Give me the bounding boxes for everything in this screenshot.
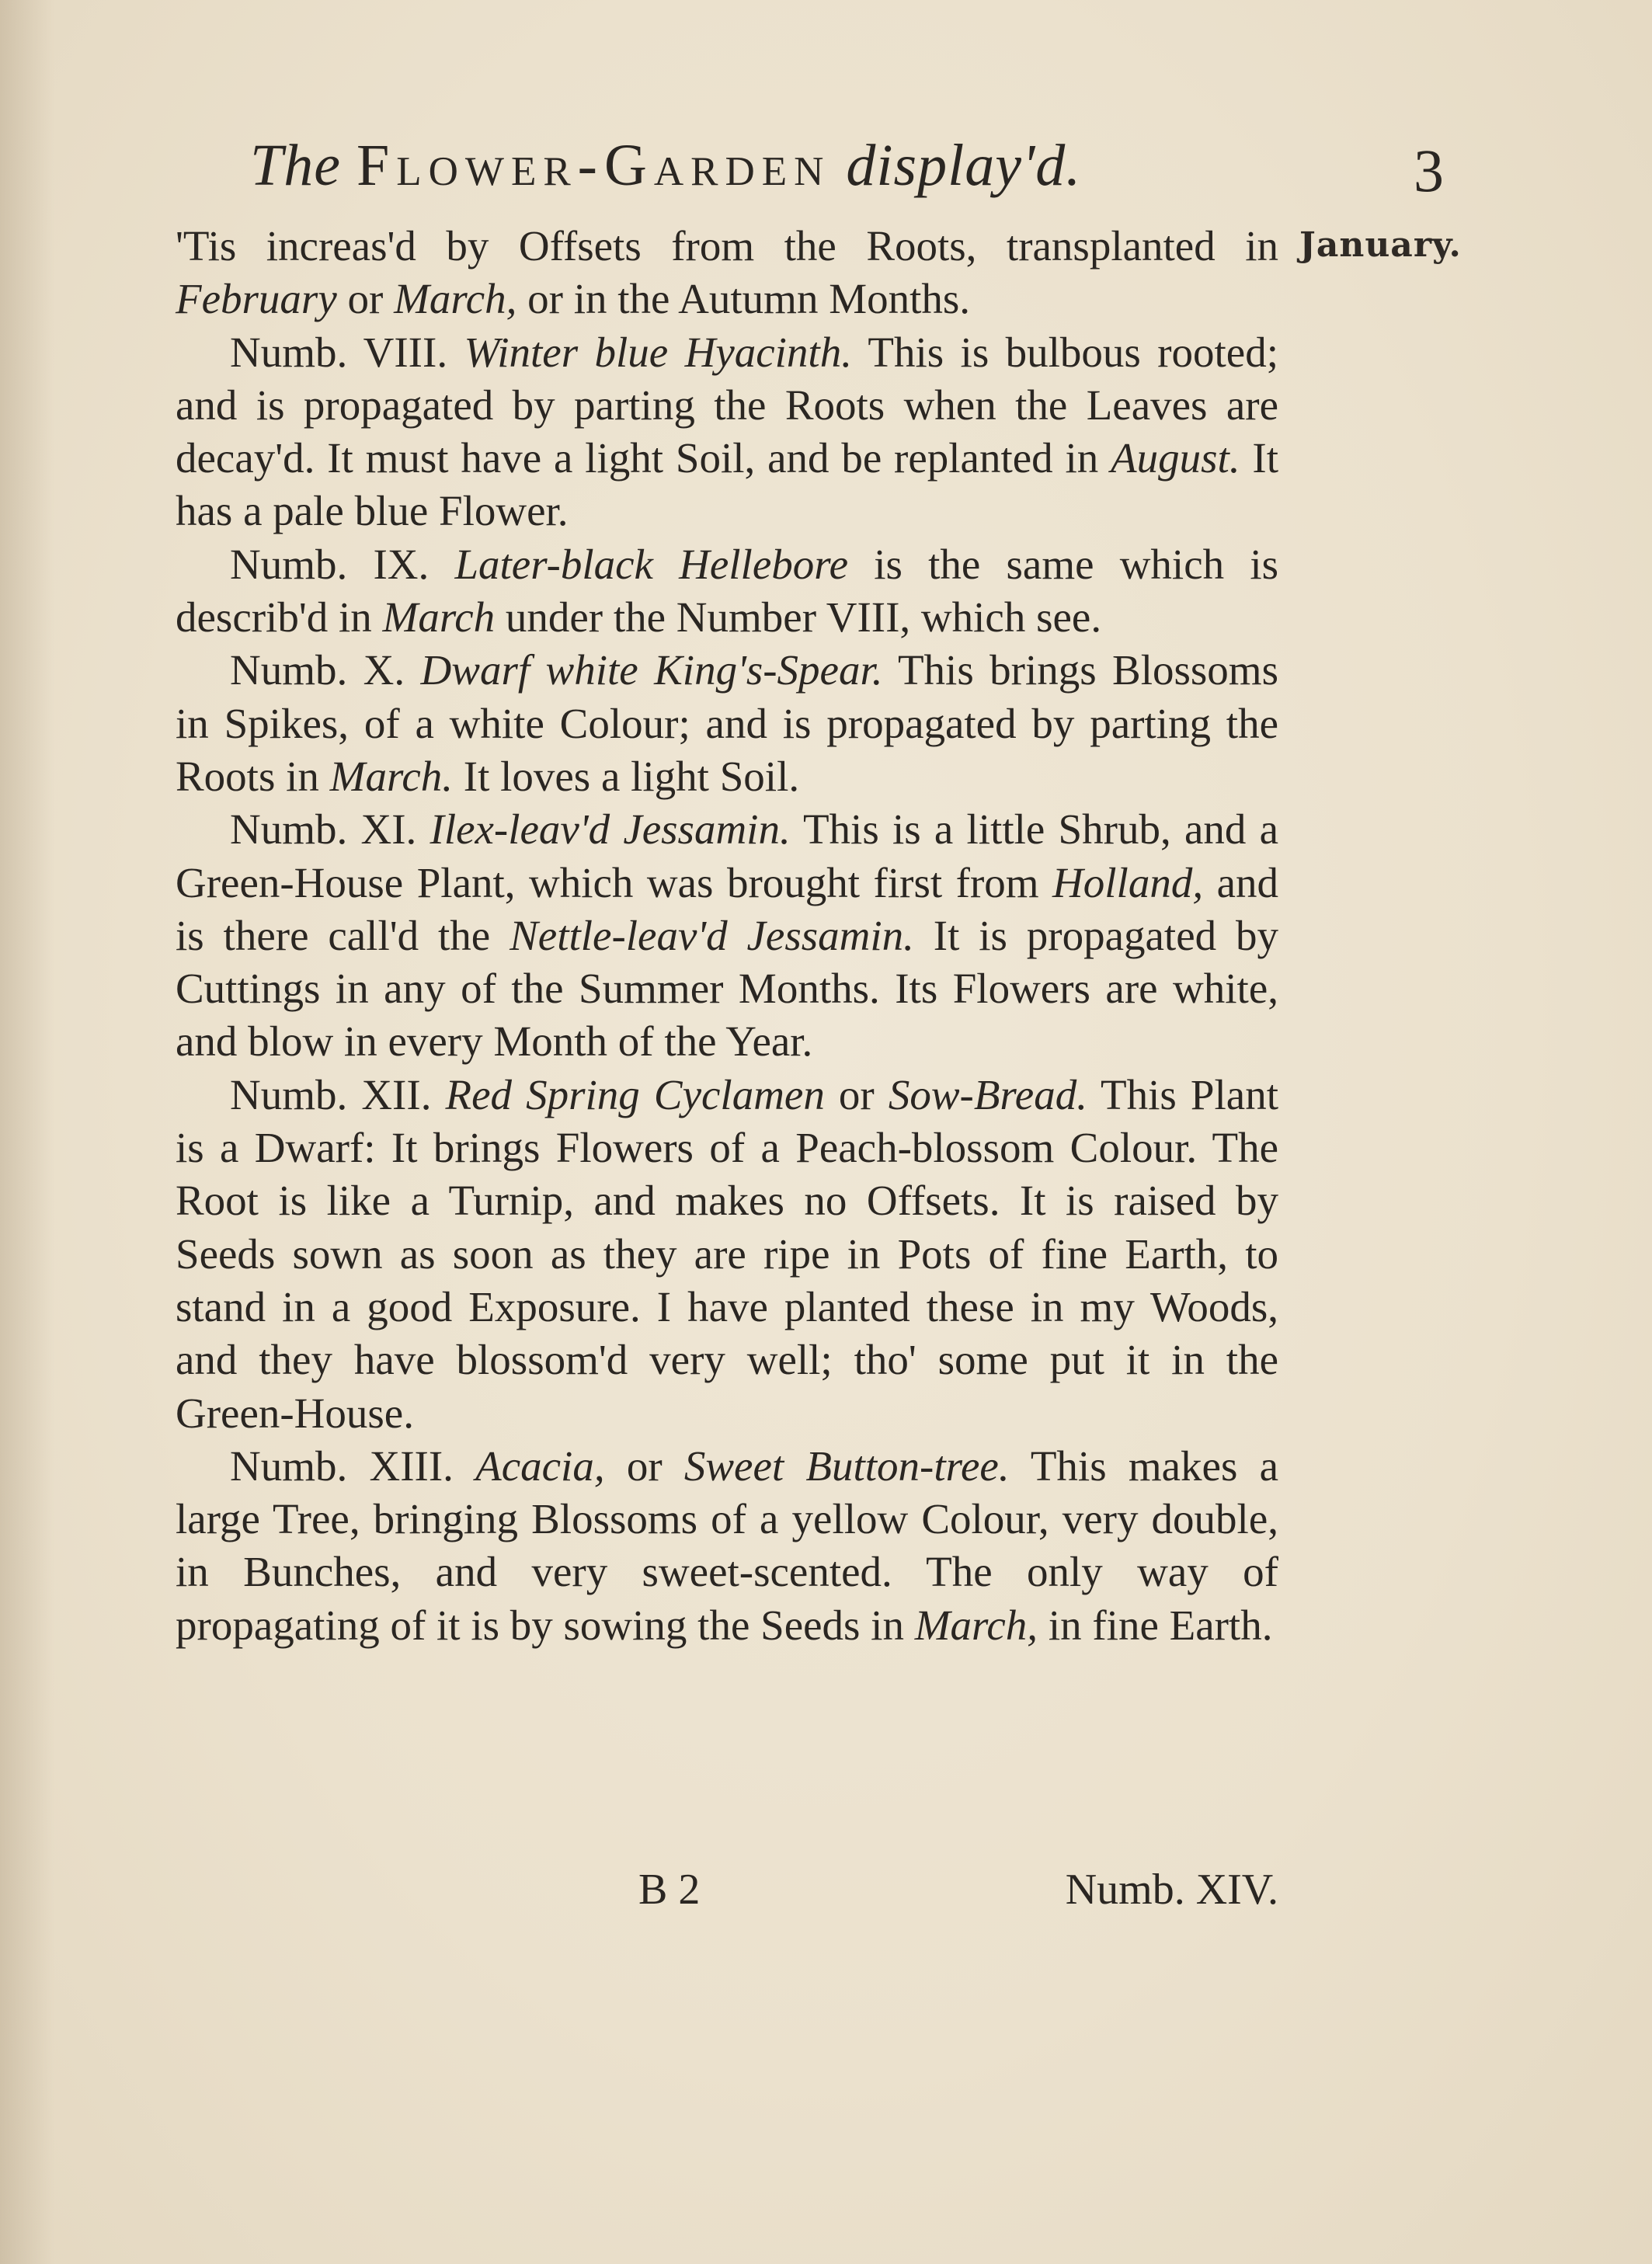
italic-run: Winter blue Hyacinth.: [464, 328, 852, 376]
italic-run: Sweet Button-tree.: [683, 1442, 1010, 1490]
text-run: It loves a light Soil.: [453, 752, 800, 800]
page-number: 3: [1414, 137, 1444, 204]
text-run: It is propagated by Cuttings in any of the Summer Months. Its Flowers are white, and blow in every Month of the Year.: [176, 911, 1278, 1066]
text-run: 'Tis increas'd by Offsets from the Roots, transplanted in: [176, 222, 1278, 270]
italic-run: February: [176, 275, 337, 323]
text-run: is the same which is describ'd in: [176, 540, 1278, 642]
signature-mark: B 2: [638, 1866, 701, 1914]
text-run: or: [824, 1070, 889, 1118]
catchword: Numb. XIV.: [1065, 1866, 1278, 1914]
italic-run: Nettle-leav'd Jessamin.: [510, 911, 914, 959]
text-run: and is there call'd the: [176, 858, 1278, 959]
italic-run: March.: [329, 752, 453, 800]
body-text: [176, 220, 1278, 1652]
title-word-flower-garden: Flower-Garden: [356, 133, 831, 198]
running-title: [250, 130, 1081, 200]
italic-run: Acacia,: [475, 1442, 605, 1490]
text-run: Numb. XI.: [230, 805, 430, 854]
text-run: or in the Autumn Months.: [516, 275, 971, 323]
page-footer: [176, 1862, 1278, 1925]
text-run: or: [336, 275, 395, 323]
italic-run: March: [382, 593, 496, 642]
paragraph-numb-ix: [176, 538, 1278, 645]
italic-run: March,: [394, 275, 517, 323]
margin-note-month: January.: [1299, 225, 1462, 265]
paragraph-numb-xi: [176, 803, 1278, 1068]
title-word-the: The: [250, 133, 341, 198]
text-run: Numb. XII.: [230, 1070, 446, 1118]
text-run: Numb. IX.: [230, 540, 455, 588]
italic-run: Red Spring Cyclamen: [445, 1070, 825, 1118]
text-run: Numb. XIII.: [230, 1442, 476, 1490]
italic-run: Sow-Bread.: [888, 1070, 1087, 1118]
gutter-shadow: [0, 0, 54, 2264]
italic-run: August.: [1111, 434, 1240, 482]
text-run: This is bulbous rooted; and is propagated by parting the Roots when the Leaves are decay'd. It must have a light Soil, and be replanted in: [176, 328, 1278, 482]
paragraph-offsets: [176, 220, 1278, 326]
italic-run: Later-black Hellebore: [454, 540, 849, 588]
italic-run: Holland,: [1052, 858, 1204, 906]
italic-run: Ilex-leav'd Jessamin.: [430, 805, 791, 854]
text-run: or: [604, 1442, 684, 1490]
text-run: This brings Blossoms in Spikes, of a white Colour; and is propagated by parting the Roots in: [176, 646, 1278, 800]
paragraph-numb-xiii: [176, 1440, 1278, 1652]
italic-run: Dwarf white King's-Spear.: [420, 646, 883, 694]
text-run: Numb. X.: [230, 646, 421, 694]
text-run: under the Number VIII, which see.: [495, 593, 1102, 642]
italic-run: March,: [914, 1601, 1038, 1649]
title-word-displayd: display'd.: [846, 133, 1082, 198]
text-run: This is a little Shrub, and a Green-House Plant, which was brought first from: [176, 805, 1278, 906]
running-header: [176, 117, 1278, 202]
paragraph-numb-viii: [176, 326, 1278, 538]
text-run: in fine Earth.: [1038, 1601, 1273, 1649]
paragraph-numb-x: [176, 644, 1278, 803]
text-run: It has a pale blue Flower.: [176, 434, 1278, 535]
paragraph-numb-xii: [176, 1069, 1278, 1440]
text-run: This makes a large Tree, bringing Blossoms of a yellow Colour, very double, in Bunches, and very sweet-scented. The only way of propagating of it is by sowing the Seeds in: [176, 1442, 1278, 1649]
text-run: Numb. VIII.: [230, 328, 464, 376]
text-run: This Plant is a Dwarf: It brings Flowers of a Peach-blossom Colour. The Root is like a Turnip, and makes no Offsets. It is raised by Seeds sown as soon as they are ripe in Pots of fine Earth, to stand in a good Exposure. I have planted these in my Woods, and they have blossom'd very well; tho' some put it in the Green-House.: [176, 1070, 1278, 1437]
